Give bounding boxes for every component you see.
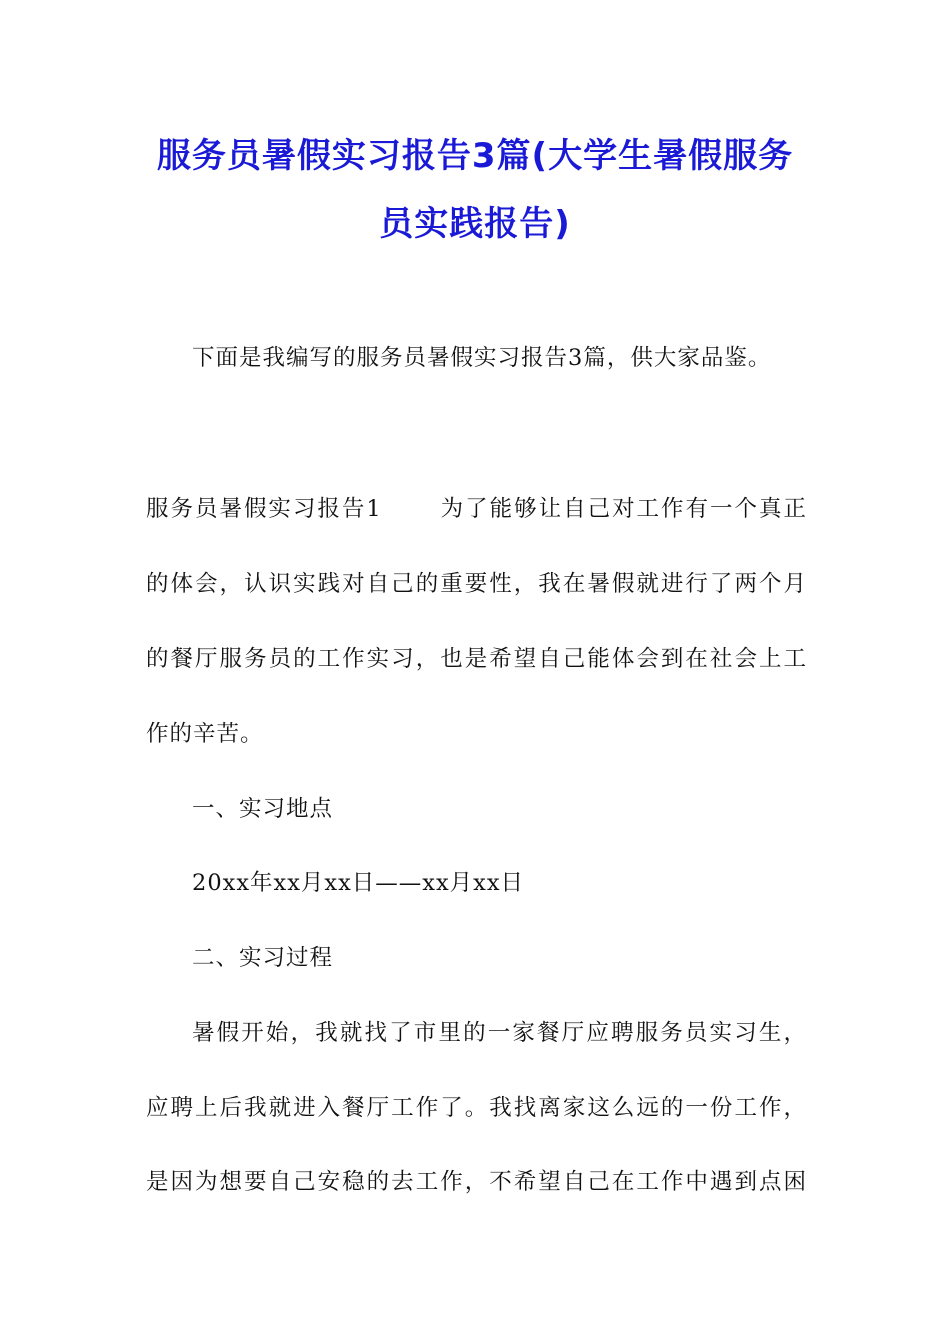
paragraph-1-line-3: 的餐厅服务员的工作实习，也是希望自己能体会到在社会上工 (146, 646, 806, 672)
paragraph-1-line-4: 作的辛苦。 (146, 721, 264, 747)
title-line-2: 员实践报告) (379, 204, 571, 244)
heading-internship-location: 一、实习地点 (192, 796, 334, 822)
document-title (140, 122, 810, 258)
paragraph-1-line-1 (146, 494, 806, 524)
title-line-1: 服务员暑假实习报告3篇(大学生暑假服务 (156, 136, 794, 176)
section-heading: 服务员暑假实习报告1 (146, 496, 381, 522)
paragraph-2-line-1: 暑假开始，我就找了市里的一家餐厅应聘服务员实习生， (192, 1020, 806, 1046)
paragraph-2-line-2: 应聘上后我就进入餐厅工作了。我找离家这么远的一份工作， (146, 1095, 806, 1121)
date-range: 20xx年xx月xx日——xx月xx日 (192, 870, 525, 896)
paragraph-1-line-1-text: 为了能够让自己对工作有一个真正 (438, 496, 806, 522)
heading-internship-process: 二、实习过程 (192, 945, 334, 971)
paragraph-2-line-3: 是因为想要自己安稳的去工作，不希望自己在工作中遇到点困 (146, 1169, 806, 1195)
intro-paragraph: 下面是我编写的服务员暑假实习报告3篇，供大家品鉴。 (192, 345, 772, 371)
paragraph-1-line-2: 的体会，认识实践对自己的重要性，我在暑假就进行了两个月 (146, 571, 806, 597)
